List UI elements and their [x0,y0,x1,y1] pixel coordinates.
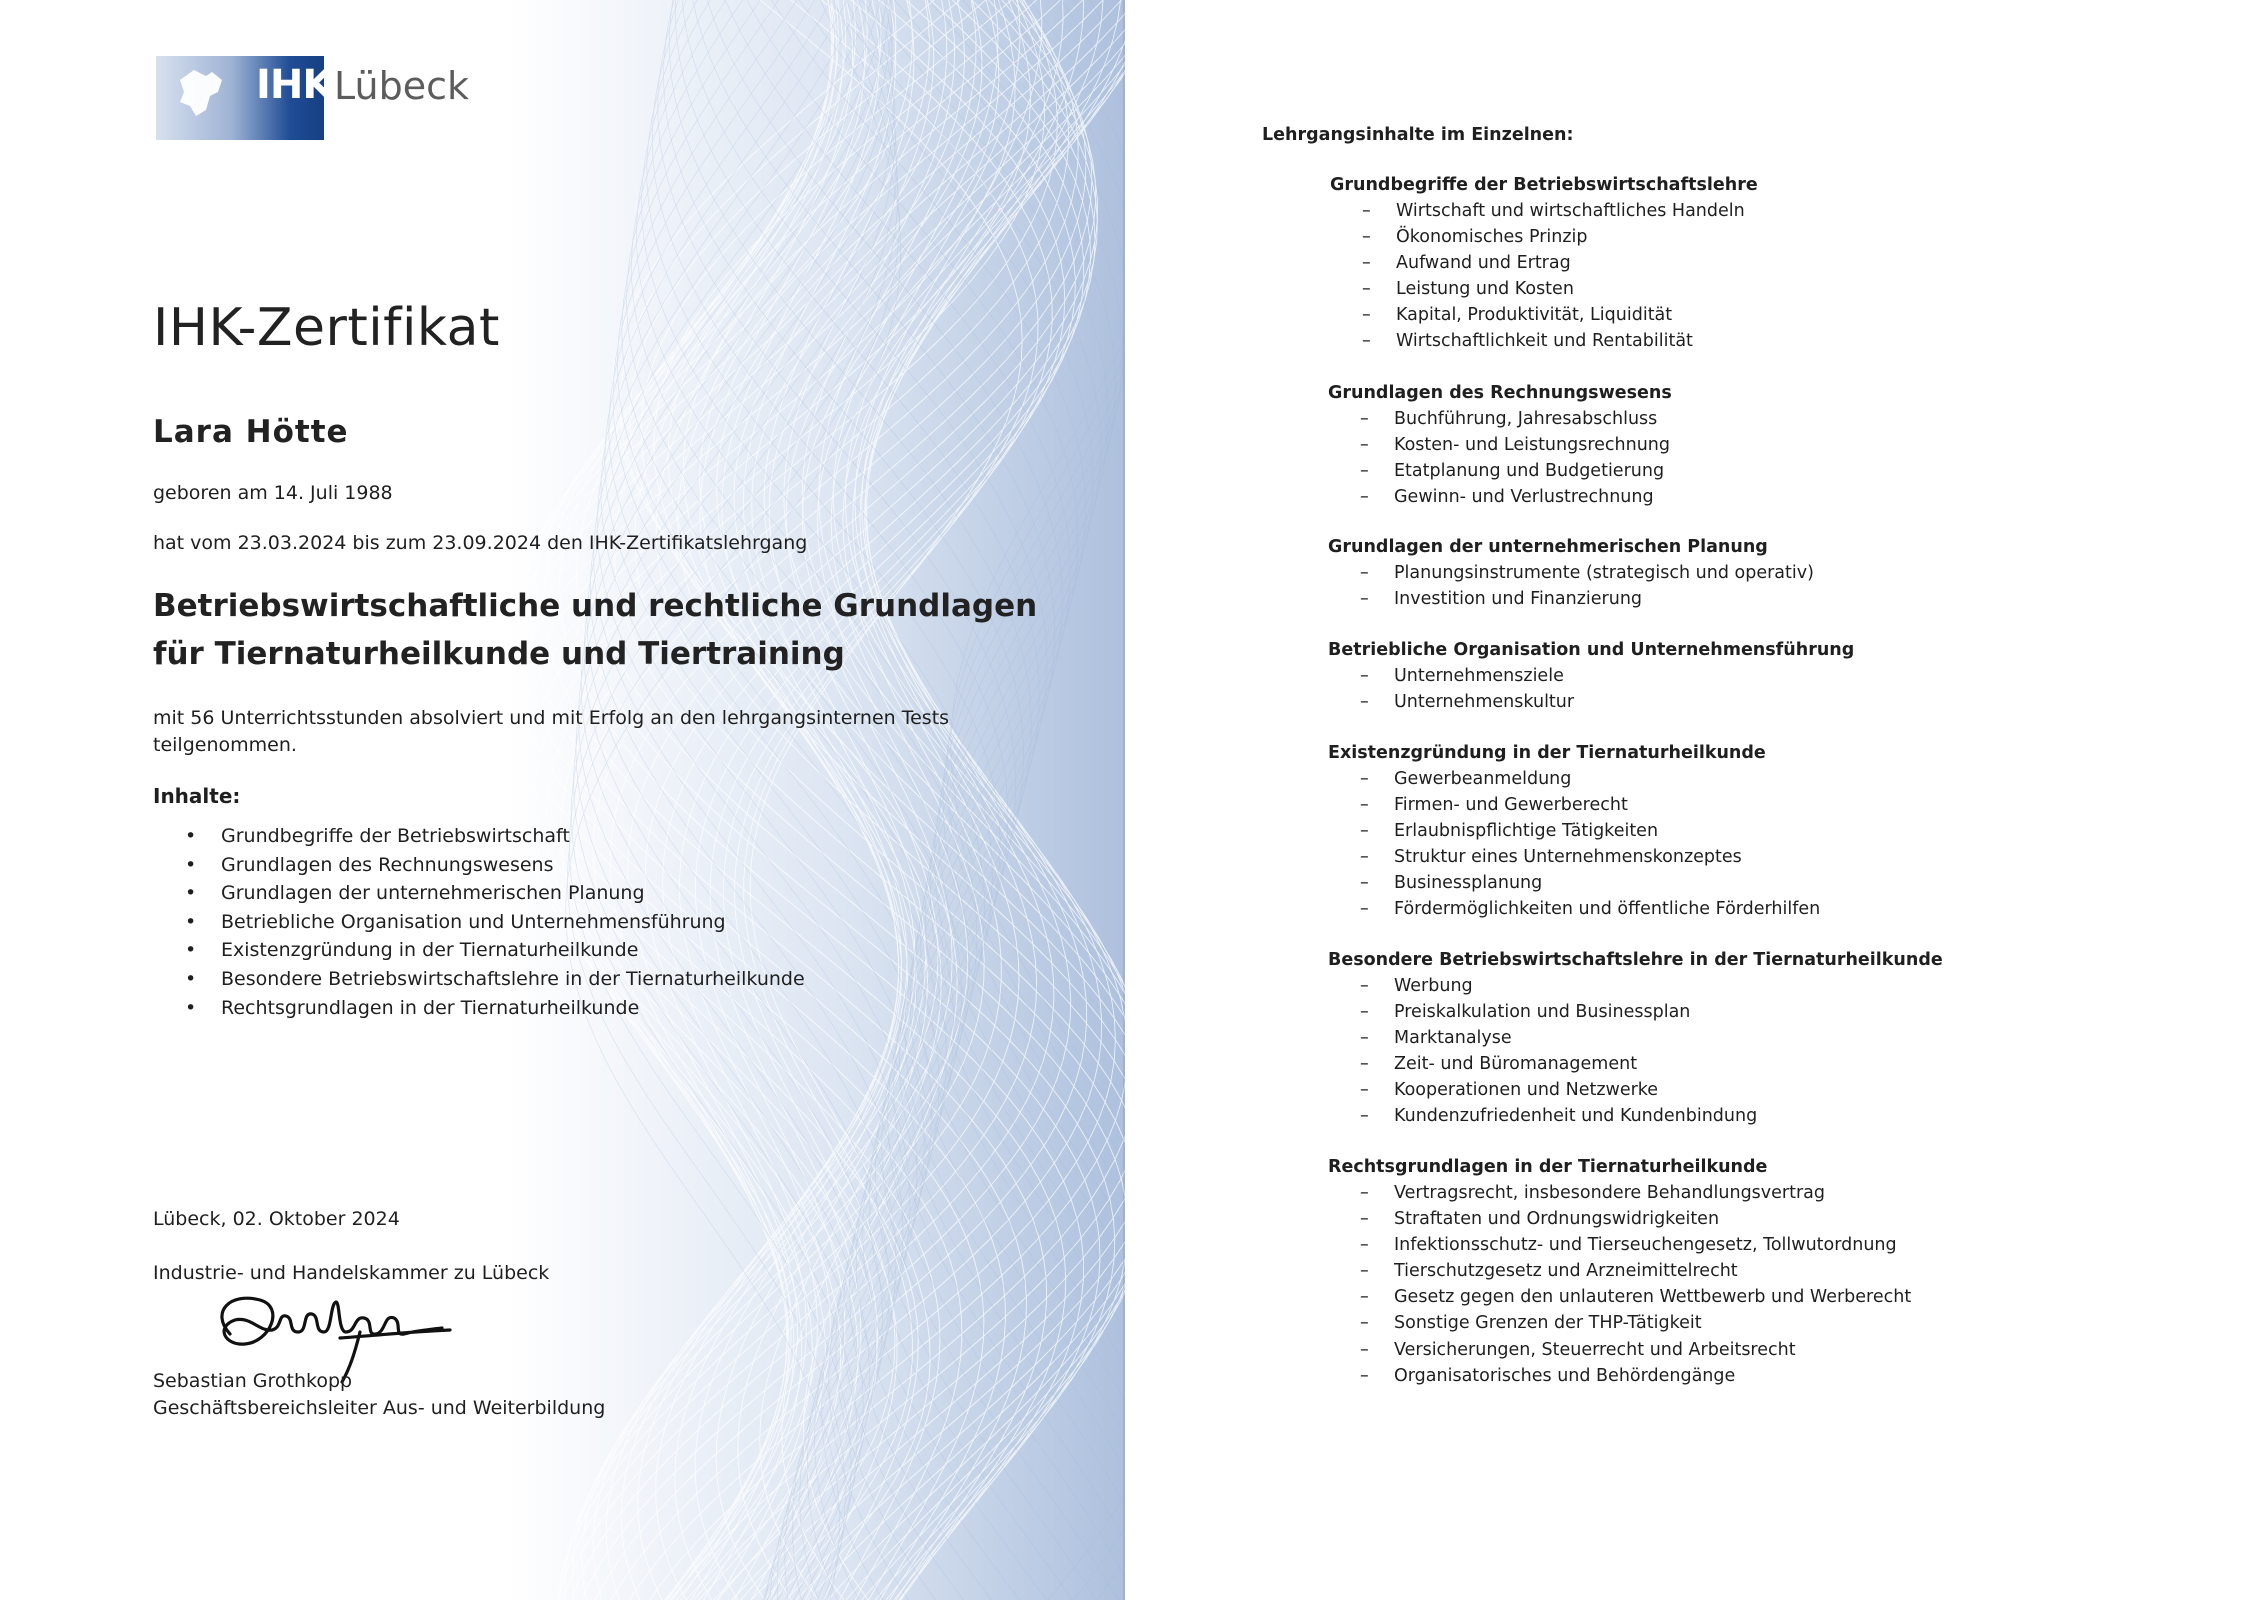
section-item [1328,1206,1911,1232]
ihk-logo [156,56,469,140]
dash-icon: – [1362,305,1371,326]
contents-item-label: Existenzgründung in der Tiernaturheilkunde [221,939,639,962]
section-item-label: Gewerbeanmeldung [1394,769,1572,789]
contents-item [185,908,805,937]
section-item-label: Tierschutzgesetz und Arzneimittelrecht [1394,1261,1738,1282]
place-and-date: Lübeck, 02. Oktober 2024 [153,1208,400,1230]
section-item [1330,302,1758,328]
section-item [1328,1337,1911,1363]
section-item [1328,870,1820,896]
section-item [1328,1363,1911,1389]
section-item [1328,766,1820,792]
section-item [1328,432,1672,458]
bullet-icon: • [185,967,197,990]
section-item-label: Fördermöglichkeiten und öffentliche Förderhilfen [1394,899,1821,920]
dash-icon: – [1362,253,1371,274]
logo-ihk-text: IHK [256,62,333,108]
dash-icon: – [1360,692,1369,713]
section-item-label: Organisatorisches und Behördengänge [1394,1365,1736,1386]
section-item [1328,844,1820,870]
certificate-title: IHK-Zertifikat [153,298,500,358]
section-items [1328,973,1943,1130]
section-item-label: Sonstige Grenzen der THP-Tätigkeit [1394,1313,1702,1334]
section-item-label: Planungsinstrumente (strategisch und operativ) [1394,563,1814,583]
section-title: Besondere Betriebswirtschaftslehre in der Tiernaturheilkunde [1328,950,1943,970]
section-item [1328,973,1943,999]
recipient-name: Lara Hötte [153,414,349,450]
dash-icon: – [1360,976,1369,996]
contents-item-label: Besondere Betriebswirtschaftslehre in der Tiernaturheilkunde [221,967,805,990]
dash-icon: – [1360,1313,1369,1334]
contents-heading: Inhalte: [153,784,241,808]
dash-icon: – [1360,847,1369,868]
issuing-chamber: Industrie- und Handelskammer zu Lübeck [153,1262,550,1284]
details-section [1328,380,1672,510]
section-item [1328,560,1814,586]
bullet-icon: • [185,853,197,876]
section-item [1328,1051,1943,1077]
dash-icon: – [1360,821,1369,842]
section-title: Betriebliche Organisation und Unternehmensführung [1328,640,1855,660]
section-item [1328,896,1820,922]
signer-block [153,1368,605,1422]
dash-icon: – [1360,1106,1369,1127]
dash-icon: – [1362,227,1371,248]
dash-icon: – [1360,487,1369,508]
section-item [1328,458,1672,484]
section-item [1328,1284,1911,1310]
dash-icon: – [1360,1080,1369,1101]
details-section [1328,740,1820,923]
section-item [1328,1180,1911,1206]
contents-item [185,965,805,994]
section-item-label: Gewinn- und Verlustrechnung [1394,487,1654,508]
section-item [1328,1232,1911,1258]
section-item [1330,198,1758,224]
details-section [1328,947,1943,1130]
dash-icon: – [1360,1261,1369,1282]
section-item-label: Investition und Finanzierung [1394,589,1643,610]
section-title: Grundlagen des Rechnungswesens [1328,383,1672,403]
section-item-label: Zeit- und Büromanagement [1394,1054,1638,1075]
section-item-label: Wirtschaftlichkeit und Rentabilität [1396,331,1693,352]
course-details-page [1125,0,2262,1600]
section-title: Rechtsgrundlagen in der Tiernaturheilkunde [1328,1157,1768,1177]
course-title [153,582,1053,678]
dash-icon: – [1360,589,1369,610]
section-item [1328,663,1854,689]
section-item [1328,484,1672,510]
section-item [1330,276,1758,302]
dash-icon: – [1362,201,1371,221]
section-item-label: Etatplanung und Budgetierung [1394,461,1665,482]
dash-icon: – [1360,461,1369,482]
contents-item-label: Rechtsgrundlagen in der Tiernaturheilkunde [221,996,640,1019]
section-item-label: Unternehmenskultur [1394,692,1575,713]
dash-icon: – [1360,1002,1369,1023]
section-item-label: Struktur eines Unternehmenskonzeptes [1394,847,1742,868]
section-item [1328,1103,1943,1129]
contents-item [185,851,805,880]
section-item-label: Ökonomisches Prinzip [1396,227,1588,248]
contents-item-label: Grundlagen der unternehmerischen Planung [221,882,645,905]
birth-date-line: geboren am 14. Juli 1988 [153,482,393,504]
section-item-label: Businessplanung [1394,873,1543,894]
section-item-label: Kapital, Produktivität, Liquidität [1396,305,1673,326]
section-item [1328,792,1820,818]
section-item [1328,999,1943,1025]
dash-icon: – [1360,666,1369,686]
details-section [1330,172,1758,355]
completion-text: mit 56 Unterrichtsstunden absolviert und mit Erfolg an den lehrgangsinternen Tests teilgenommen. [153,707,950,756]
bullet-icon: • [185,882,197,905]
contents-item [185,822,805,851]
details-heading: Lehrgangsinhalte im Einzelnen: [1262,125,1574,145]
dash-icon: – [1360,1339,1369,1360]
section-item-label: Versicherungen, Steuerrecht und Arbeitsrecht [1394,1339,1796,1360]
section-item-label: Wirtschaft und wirtschaftliches Handeln [1396,201,1745,221]
section-items [1328,766,1820,923]
section-item-label: Infektionsschutz- und Tierseuchengesetz, Tollwutordnung [1394,1235,1897,1256]
section-item-label: Kundenzufriedenheit und Kundenbindung [1394,1106,1758,1127]
bullet-icon: • [185,996,197,1019]
course-title-line: Betriebswirtschaftliche und rechtliche Grundlagen [153,588,1038,624]
section-item-label: Erlaubnispflichtige Tätigkeiten [1394,821,1659,842]
dash-icon: – [1360,409,1369,429]
dash-icon: – [1360,1183,1369,1203]
section-item [1330,250,1758,276]
section-item-label: Gesetz gegen den unlauteren Wettbewerb und Werberecht [1394,1287,1912,1308]
dash-icon: – [1360,795,1369,816]
section-item-label: Firmen- und Gewerberecht [1394,795,1628,816]
section-items [1328,1180,1911,1389]
dash-icon: – [1360,769,1369,789]
section-item-label: Preiskalkulation und Businessplan [1394,1002,1691,1023]
section-items [1328,560,1814,612]
dash-icon: – [1362,279,1371,300]
contents-item-label: Betriebliche Organisation und Unternehmensführung [221,910,726,933]
section-item [1328,689,1854,715]
section-item [1328,406,1672,432]
dash-icon: – [1360,1235,1369,1256]
section-title: Grundlagen der unternehmerischen Planung [1328,537,1768,557]
section-item-label: Unternehmensziele [1394,666,1564,686]
certificate-page [0,0,1125,1600]
dash-icon: – [1360,1365,1369,1386]
dash-icon: – [1362,331,1371,352]
signer-name: Sebastian Grothkopp [153,1370,353,1392]
section-item-label: Marktanalyse [1394,1028,1512,1049]
course-period-line: hat vom 23.03.2024 bis zum 23.09.2024 den IHK-Zertifikatslehrgang [153,532,808,554]
dash-icon: – [1360,1209,1369,1230]
section-items [1328,406,1672,510]
dash-icon: – [1360,899,1369,920]
bullet-icon: • [185,910,197,933]
section-item [1328,1258,1911,1284]
contents-item-label: Grundlagen des Rechnungswesens [221,853,554,876]
details-section [1328,637,1854,715]
section-item-label: Kosten- und Leistungsrechnung [1394,435,1671,456]
dash-icon: – [1360,1028,1369,1049]
section-items [1328,663,1854,715]
bullet-icon: • [185,825,197,847]
section-title: Existenzgründung in der Tiernaturheilkunde [1328,743,1766,763]
dash-icon: – [1360,435,1369,456]
section-item [1328,1025,1943,1051]
details-section [1328,534,1814,612]
contents-item [185,994,805,1023]
logo-city-text: Lübeck [334,64,469,108]
section-item [1330,224,1758,250]
section-item [1328,1310,1911,1336]
section-item-label: Vertragsrecht, insbesondere Behandlungsvertrag [1394,1183,1825,1203]
dash-icon: – [1360,1054,1369,1075]
contents-list [185,822,805,1022]
section-item-label: Leistung und Kosten [1396,279,1574,300]
section-item-label: Aufwand und Ertrag [1396,253,1571,274]
section-item [1328,1077,1943,1103]
course-title-line: für Tiernaturheilkunde und Tiertraining [153,636,845,672]
dash-icon: – [1360,873,1369,894]
section-item-label: Straftaten und Ordnungswidrigkeiten [1394,1209,1720,1230]
dash-icon: – [1360,1287,1369,1308]
section-item [1328,586,1814,612]
section-item-label: Werbung [1394,976,1473,996]
contents-item [185,936,805,965]
section-item [1328,818,1820,844]
bullet-icon: • [185,939,197,962]
section-item-label: Kooperationen und Netzwerke [1394,1080,1659,1101]
details-section [1328,1154,1911,1389]
section-title: Grundbegriffe der Betriebswirtschaftslehre [1330,175,1758,195]
contents-item-label: Grundbegriffe der Betriebswirtschaft [221,825,570,847]
dash-icon: – [1360,563,1369,583]
signer-role: Geschäftsbereichsleiter Aus- und Weiterbildung [153,1397,606,1419]
contents-item [185,879,805,908]
section-items [1330,198,1758,355]
section-item-label: Buchführung, Jahresabschluss [1394,409,1658,429]
section-item [1330,328,1758,354]
schleswig-holstein-map-icon [166,62,236,122]
